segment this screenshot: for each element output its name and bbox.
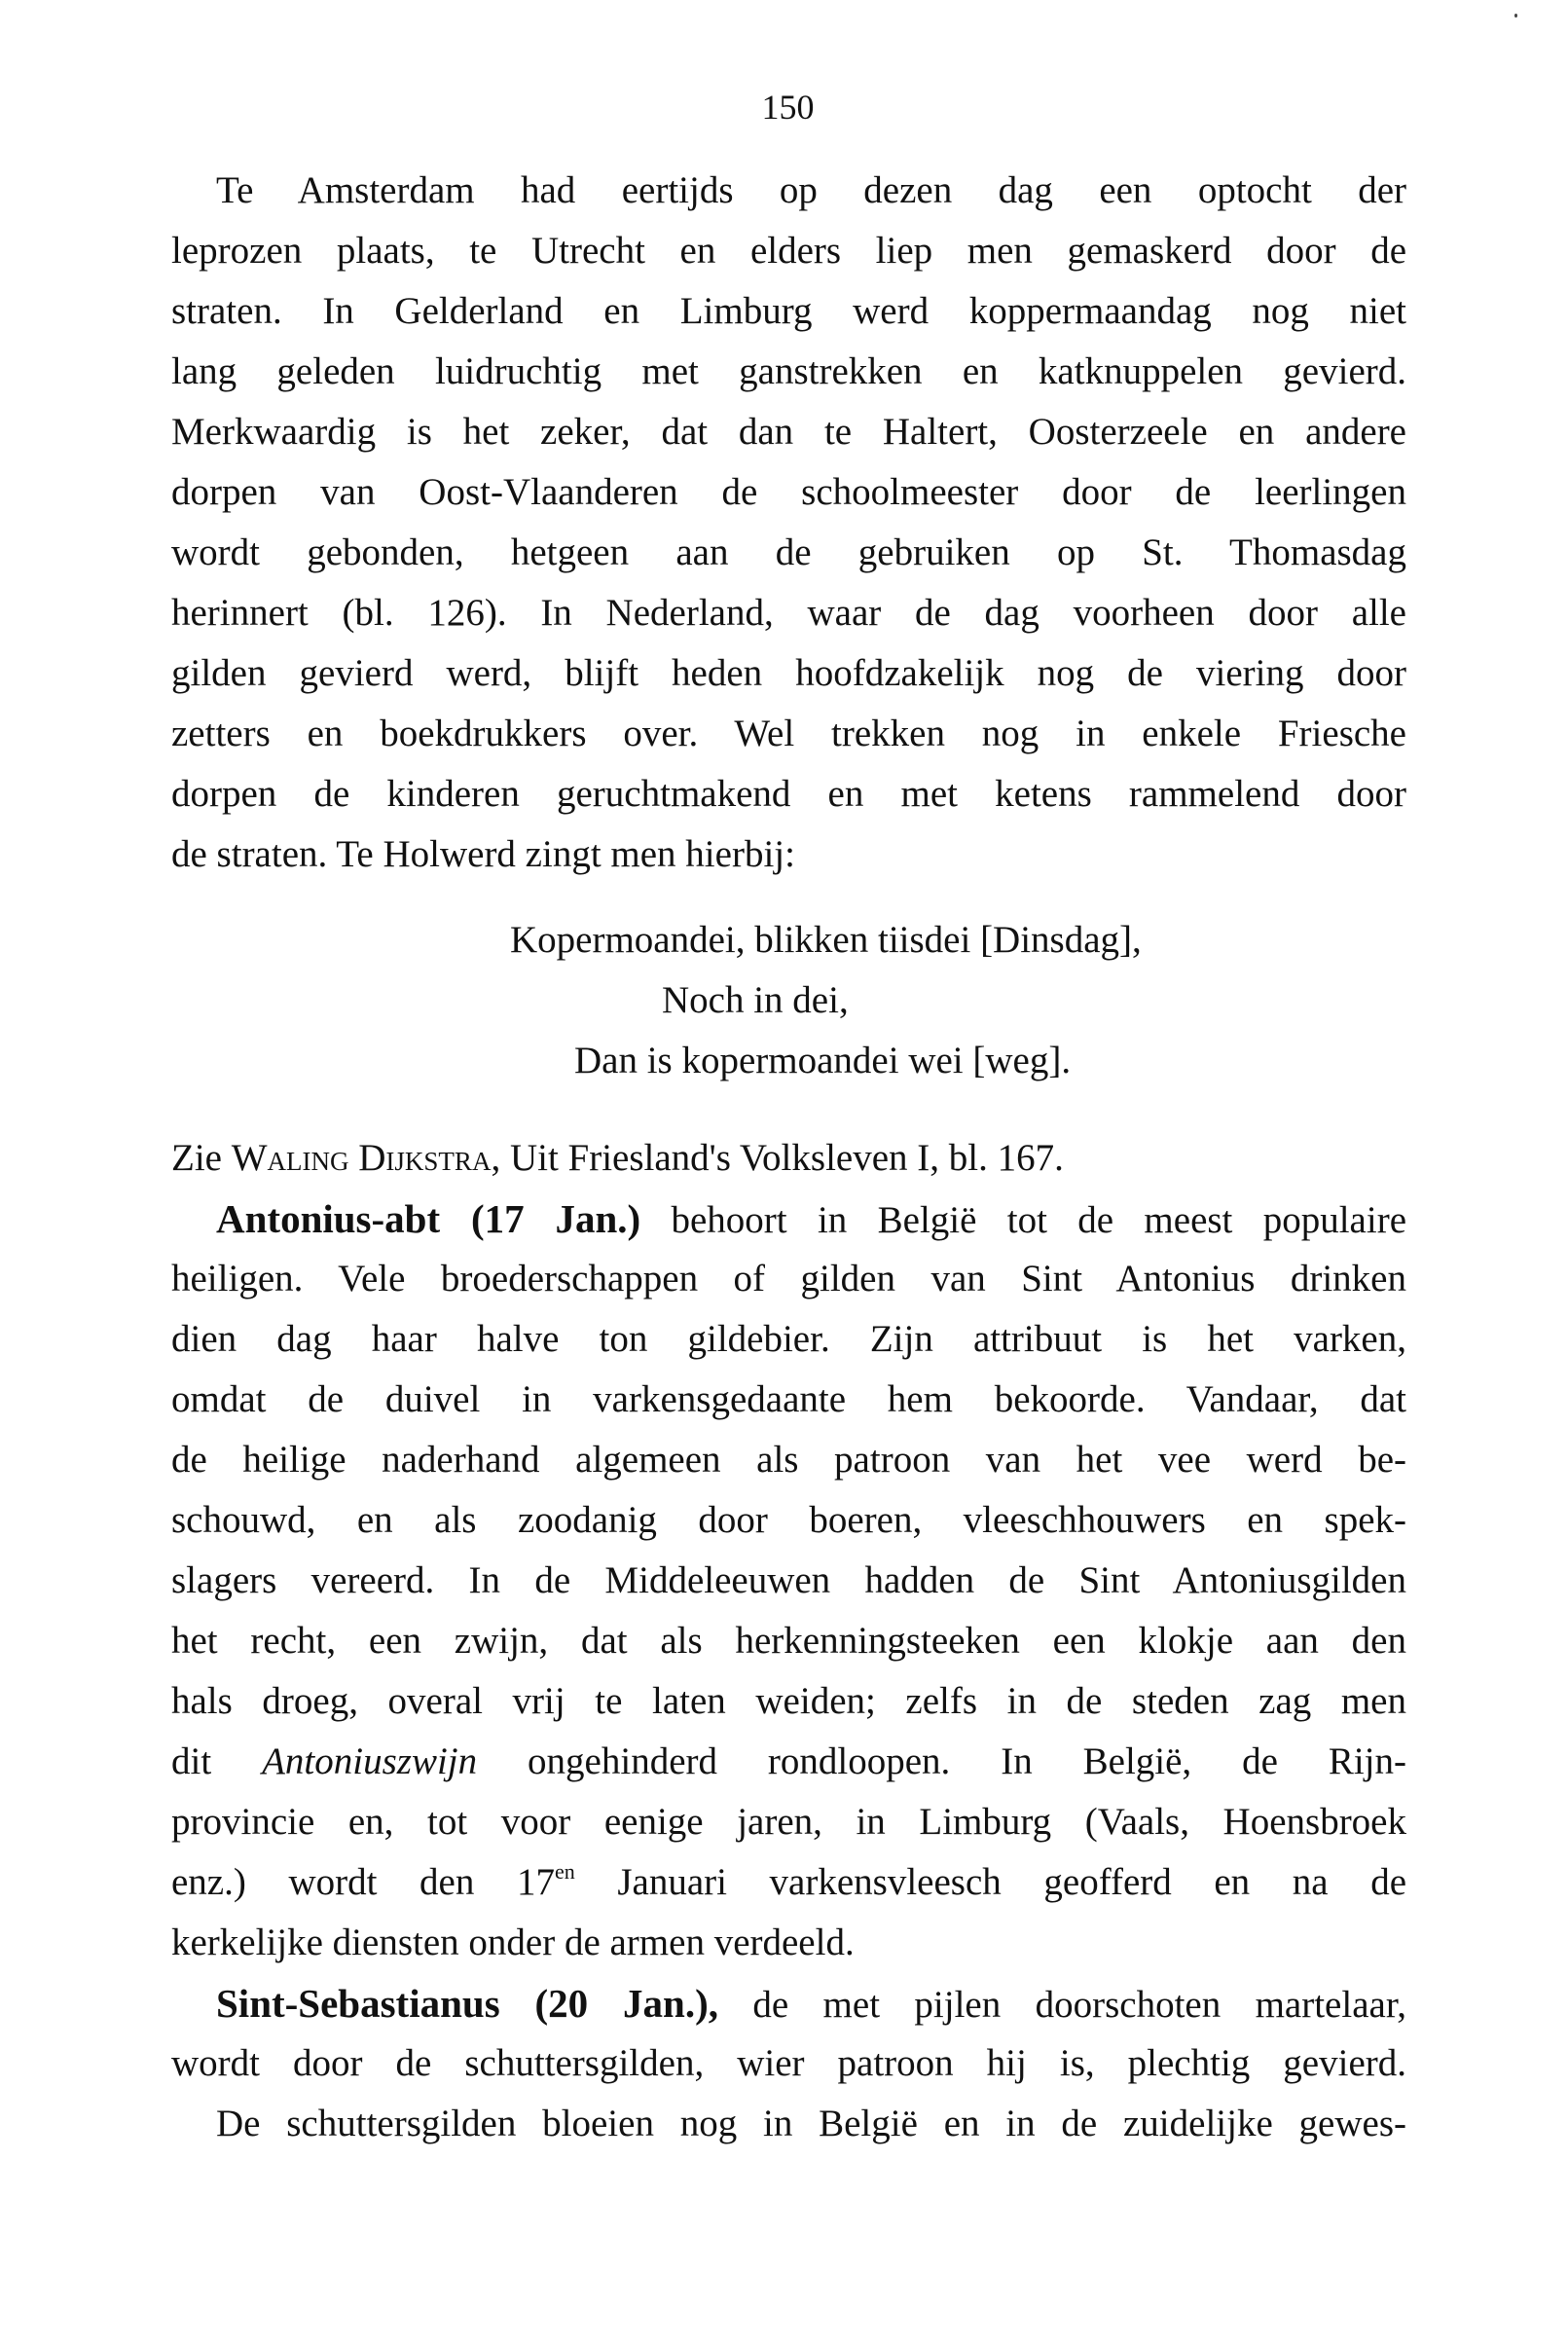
text-line [171, 1031, 1406, 1091]
text-run: het recht, een zwijn, dat als herkenningsteeken een klokje aan den [171, 1620, 1406, 1662]
paragraph [171, 161, 1406, 885]
text-run: gilden gevierd werd, blijft heden hoofdzakelijk nog de viering door [171, 652, 1406, 694]
author-name: Waling Dijkstra [231, 1137, 492, 1179]
text-line [171, 161, 1406, 221]
text-run: wordt gebonden, hetgeen aan de gebruiken op St. Thomasdag [171, 531, 1406, 573]
text-run: Zie [171, 1137, 232, 1179]
verse-block [171, 910, 1406, 1091]
text-line [171, 1732, 1406, 1792]
paragraph [171, 2094, 1406, 2154]
text-line [171, 462, 1406, 523]
scan-speck [1514, 14, 1517, 18]
text-line [171, 281, 1406, 342]
text-run: dorpen de kinderen geruchtmakend en met ketens rammelend door [171, 773, 1406, 815]
emphasis: Antoniuszwijn [262, 1740, 478, 1782]
text-line [171, 523, 1406, 583]
text-line [171, 1249, 1406, 1309]
text-line [171, 643, 1406, 704]
text-line [171, 342, 1406, 402]
page-body [171, 161, 1406, 2154]
text-run: de met pijlen doorschoten martelaar, [718, 1984, 1406, 2026]
text-run: Noch in dei, [662, 979, 849, 1021]
text-run: , Uit Friesland's Volksleven I, bl. 167. [491, 1137, 1064, 1179]
text-line [171, 402, 1406, 462]
text-run: De schuttersgilden bloeien nog in België en in de zuidelijke gewes- [216, 2103, 1406, 2144]
text-run: lang geleden luidruchtig met ganstrekken en katknuppelen gevierd. [171, 350, 1406, 392]
text-line [171, 2094, 1406, 2154]
text-line [171, 970, 1406, 1031]
text-line [171, 1852, 1406, 1913]
text-line [171, 2033, 1406, 2094]
paragraph [171, 1189, 1406, 1973]
entry-heading: Sint-Sebastianus (20 Jan.), [216, 1981, 719, 2026]
text-run: enz.) wordt den 17 [171, 1861, 555, 1903]
text-line [171, 910, 1406, 970]
text-line [171, 1309, 1406, 1370]
paragraph [171, 1973, 1406, 2094]
text-line [171, 704, 1406, 764]
text-run: Kopermoandei, blikken tiisdei [Dinsdag], [510, 919, 1142, 961]
text-run: heiligen. Vele broederschappen of gilden van Sint Antonius drinken [171, 1258, 1406, 1300]
text-line [171, 1551, 1406, 1611]
text-run: schouwd, en als zoodanig door boeren, vleeschhouwers en spek- [171, 1499, 1406, 1541]
text-run: hals droeg, overal vrij te laten weiden; zelfs in de steden zag men [171, 1680, 1406, 1722]
text-run: Januari varkensvleesch geofferd en na de [574, 1861, 1407, 1903]
text-run: herinnert (bl. 126). In Nederland, waar de dag voorheen door alle [171, 592, 1406, 634]
text-run: de heilige naderhand algemeen als patroon van het vee werd be- [171, 1439, 1406, 1481]
text-run: behoort in België tot de meest populaire [640, 1199, 1407, 1241]
citation [171, 1128, 1406, 1189]
text-run: ongehinderd rondloopen. In België, de Rijn- [477, 1740, 1406, 1782]
text-run: omdat de duivel in varkensgedaante hem bekoorde. Vandaar, dat [171, 1378, 1406, 1420]
text-run: slagers vereerd. In de Middeleeuwen hadden de Sint Antoniusgilden [171, 1559, 1406, 1601]
entry-heading: Antonius-abt (17 Jan.) [216, 1196, 641, 1241]
text-line [171, 1490, 1406, 1551]
text-run: kerkelijke diensten onder de armen verdeeld. [171, 1922, 855, 1963]
text-line [171, 1671, 1406, 1732]
text-line [171, 1913, 1406, 1973]
text-run: Dan is kopermoandei wei [weg]. [574, 1040, 1072, 1081]
text-line [171, 1611, 1406, 1671]
text-run: leprozen plaats, te Utrecht en elders liep men gemaskerd door de [171, 230, 1406, 272]
text-run: dorpen van Oost-Vlaanderen de schoolmeester door de leerlingen [171, 471, 1406, 513]
text-run: Merkwaardig is het zeker, dat dan te Haltert, Oosterzeele en andere [171, 411, 1406, 453]
text-run: dien dag haar halve ton gildebier. Zijn attribuut is het varken, [171, 1318, 1406, 1360]
text-run: wordt door de schuttersgilden, wier patroon hij is, plechtig gevierd. [171, 2042, 1406, 2084]
text-line [171, 1430, 1406, 1490]
text-run: provincie en, tot voor eenige jaren, in Limburg (Vaals, Hoensbroek [171, 1801, 1406, 1843]
text-line [171, 1973, 1406, 2033]
page-number: 150 [761, 88, 815, 127]
text-line [171, 1128, 1406, 1189]
text-line [171, 1792, 1406, 1852]
superscript: en [554, 1859, 575, 1884]
text-line [171, 1370, 1406, 1430]
text-line [171, 583, 1406, 643]
text-run: dit [171, 1740, 263, 1782]
text-line [171, 824, 1406, 885]
text-run: zetters en boekdrukkers over. Wel trekken nog in enkele Friesche [171, 713, 1406, 754]
text-line [171, 764, 1406, 824]
text-run: de straten. Te Holwerd zingt men hierbij: [171, 833, 795, 875]
text-run: straten. In Gelderland en Limburg werd koppermaandag nog niet [171, 290, 1406, 332]
text-line [171, 221, 1406, 281]
text-line [171, 1189, 1406, 1249]
text-run: Te Amsterdam had eertijds op dezen dag een optocht der [216, 169, 1406, 211]
